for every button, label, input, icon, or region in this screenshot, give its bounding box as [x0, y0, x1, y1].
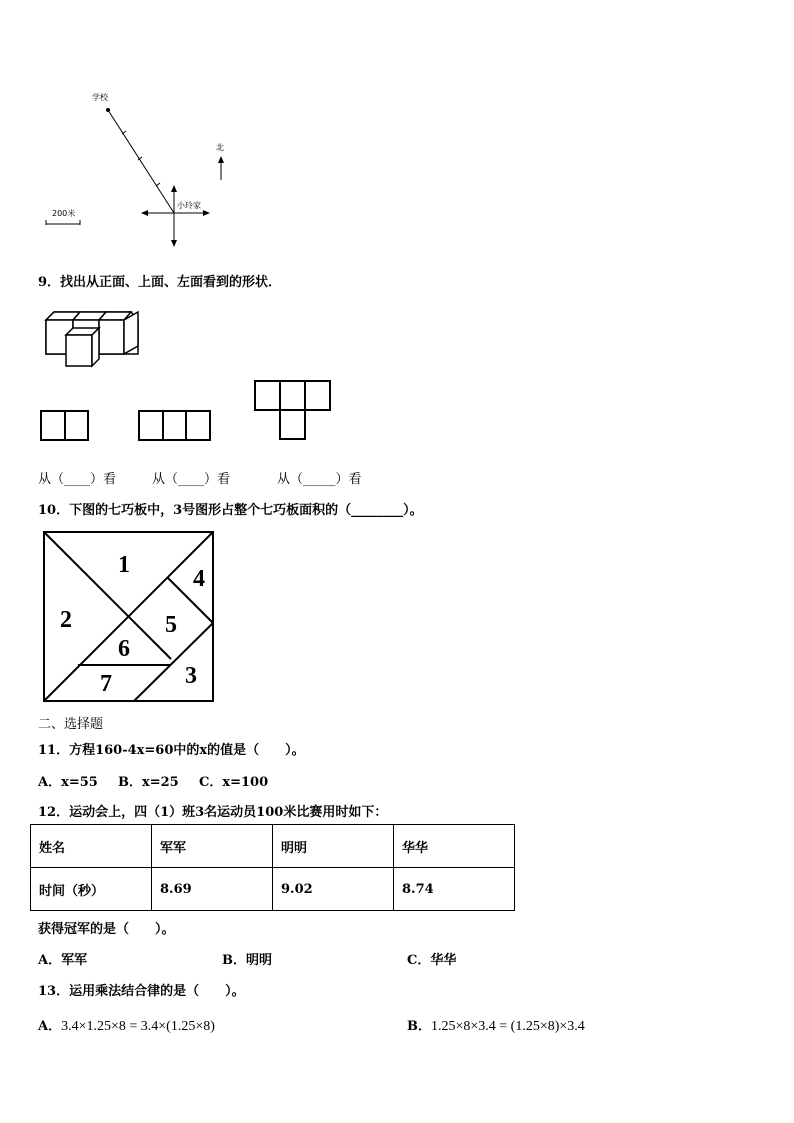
table-cell: 8.74: [394, 868, 515, 911]
table-cell: 9.02: [273, 868, 394, 911]
school-label: 学校: [92, 93, 108, 102]
scale-label: 200米: [52, 209, 76, 218]
q11-option-a[interactable]: A．x=55: [38, 775, 98, 790]
question-13-text: 13．运用乘法结合律的是（ ）。: [38, 984, 245, 999]
tangram-piece-1: 1: [118, 552, 130, 578]
view-shape-3: [254, 380, 332, 442]
view-shape-1: [40, 410, 90, 442]
q13-option-b-expression: 1.25×8×3.4 = (1.25×8)×3.4: [431, 1019, 585, 1034]
map-figure: [40, 88, 240, 253]
table-cell: 时间（秒）: [31, 868, 152, 911]
question-10-text: 10．下图的七巧板中，3号图形占整个七巧板面积的（________）。: [38, 503, 423, 518]
map-diagram: [40, 88, 240, 253]
home-label: 小玲家: [177, 201, 201, 210]
cube-solid-figure: [40, 308, 145, 370]
question-11-text: 11．方程160-4x=60中的x的值是（ ）。: [38, 743, 305, 758]
table-cell: 明明: [273, 825, 394, 868]
table-cell: 姓名: [31, 825, 152, 868]
tangram-figure: [42, 530, 216, 704]
race-time-table: [30, 824, 515, 911]
tangram-piece-7: 7: [100, 671, 112, 697]
tangram-piece-4: 4: [193, 566, 205, 592]
tangram-piece-2: 2: [60, 607, 72, 633]
q12-option-b[interactable]: B．明明: [222, 953, 272, 968]
tangram-piece-5: 5: [165, 612, 177, 638]
q11-option-b[interactable]: B．x=25: [118, 775, 179, 790]
table-cell: 军军: [152, 825, 273, 868]
section-title: 二、选择题: [38, 717, 104, 732]
q11-option-c[interactable]: C．x=100: [199, 775, 269, 790]
q12-option-a[interactable]: A．军军: [38, 953, 88, 968]
view-shape-2: [138, 410, 212, 442]
tangram-piece-3: 3: [185, 663, 197, 689]
question-12-text: 12．运动会上，四（1）班3名运动员100米比赛用时如下：: [38, 805, 388, 820]
north-label: 北: [216, 143, 224, 152]
table-row: [31, 825, 515, 868]
q13-option-a-expression: 3.4×1.25×8 = 3.4×(1.25×8): [61, 1019, 215, 1034]
table-cell: 8.69: [152, 868, 273, 911]
table-cell: 华华: [394, 825, 515, 868]
question-12-question: 获得冠军的是（ ）。: [38, 922, 175, 937]
table-row: [31, 868, 515, 911]
tangram-piece-6: 6: [118, 636, 130, 662]
q13-option-a-label: A．: [38, 1019, 62, 1034]
q13-option-a[interactable]: [38, 1015, 215, 1035]
q13-option-b-label: B．: [407, 1019, 431, 1034]
view-blank-1[interactable]: 从（____）看: [38, 472, 117, 487]
q12-option-c[interactable]: C．华华: [407, 953, 457, 968]
view-blank-2[interactable]: 从（____）看: [152, 472, 231, 487]
question-9-text: 9．找出从正面、上面、左面看到的形状．: [38, 275, 282, 290]
view-blank-3[interactable]: 从（_____）看: [277, 472, 362, 487]
q13-option-b[interactable]: [407, 1015, 585, 1035]
